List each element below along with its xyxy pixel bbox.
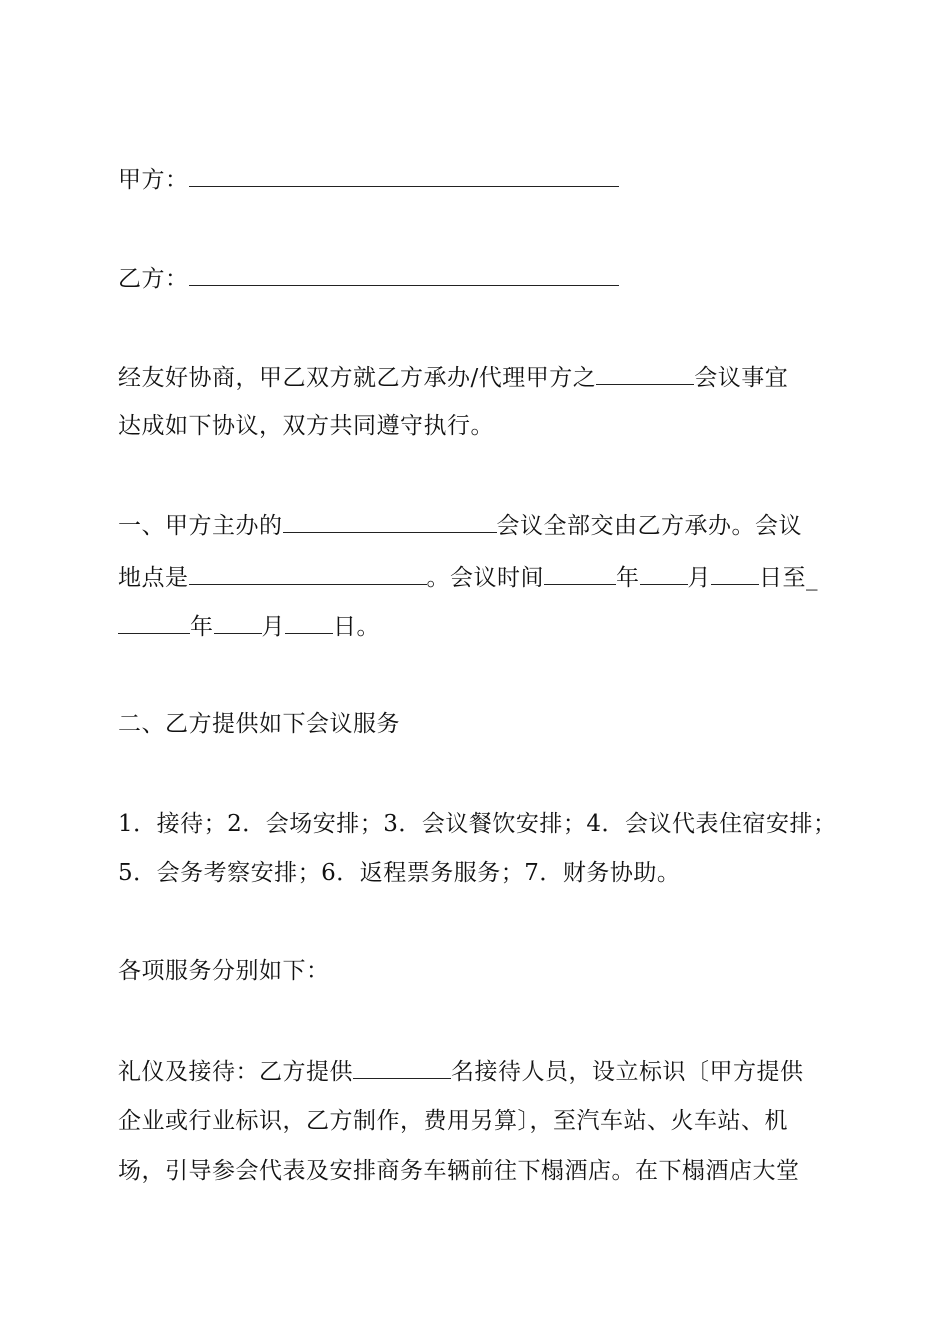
- start-day-blank: [711, 562, 759, 585]
- reception-line-1: [118, 1056, 804, 1087]
- reception-line-2: 企业或行业标识，乙方制作，费用另算〕，至汽车站、火车站、机: [118, 1108, 788, 1134]
- end-day-label: 日。: [333, 614, 380, 640]
- start-year-blank: [544, 562, 616, 585]
- party-b-line: [118, 263, 619, 294]
- end-month-label: 月: [261, 614, 285, 640]
- details-heading: 各项服务分别如下：: [118, 958, 330, 984]
- venue-blank: [189, 562, 427, 585]
- intro-line-1: [118, 362, 788, 393]
- party-a-blank: [189, 164, 619, 187]
- start-month-blank: [640, 562, 688, 585]
- hosted-meeting-blank: [283, 510, 497, 533]
- party-b-blank: [189, 263, 619, 286]
- section1-line-1: [118, 510, 802, 541]
- section1-text-2b: 。会议时间: [426, 565, 544, 591]
- section1-text-2e: 日至_: [759, 565, 818, 591]
- section1-text-1a: 一、甲方主办的: [118, 513, 283, 539]
- section1-line-3: [118, 611, 380, 642]
- staff-count-blank: [353, 1056, 451, 1079]
- intro-text-1a: 经友好协商，甲乙双方就乙方承办/代理甲方之: [118, 365, 597, 391]
- end-year-label: 年: [190, 614, 214, 640]
- reception-text-1a: 礼仪及接待：乙方提供: [118, 1059, 353, 1085]
- services-line-1: 1．接待；2．会场安排；3．会议餐饮安排；4．会议代表住宿安排；: [118, 811, 837, 837]
- end-year-blank: [118, 611, 190, 634]
- party-a-label: 甲方：: [118, 167, 189, 193]
- month-label: 月: [687, 565, 711, 591]
- reception-line-3: 场，引导参会代表及安排商务车辆前往下榻酒店。在下榻酒店大堂: [118, 1158, 800, 1184]
- year-label: 年: [616, 565, 640, 591]
- party-b-label: 乙方：: [118, 266, 189, 292]
- intro-line-2: 达成如下协议，双方共同遵守执行。: [118, 413, 494, 439]
- end-month-blank: [214, 611, 262, 634]
- section2-title: 二、乙方提供如下会议服务: [118, 711, 400, 737]
- intro-text-1b: 会议事宜: [694, 365, 789, 391]
- party-a-line: [118, 164, 619, 195]
- section1-text-1b: 会议全部交由乙方承办。会议: [496, 513, 802, 539]
- section1-text-2a: 地点是: [118, 565, 189, 591]
- services-line-2: 5．会务考察安排；6．返程票务服务；7．财务协助。: [118, 860, 681, 886]
- meeting-name-blank: [596, 362, 694, 385]
- end-day-blank: [285, 611, 333, 634]
- reception-text-1b: 名接待人员，设立标识〔甲方提供: [451, 1059, 804, 1085]
- section1-line-2: [118, 562, 818, 593]
